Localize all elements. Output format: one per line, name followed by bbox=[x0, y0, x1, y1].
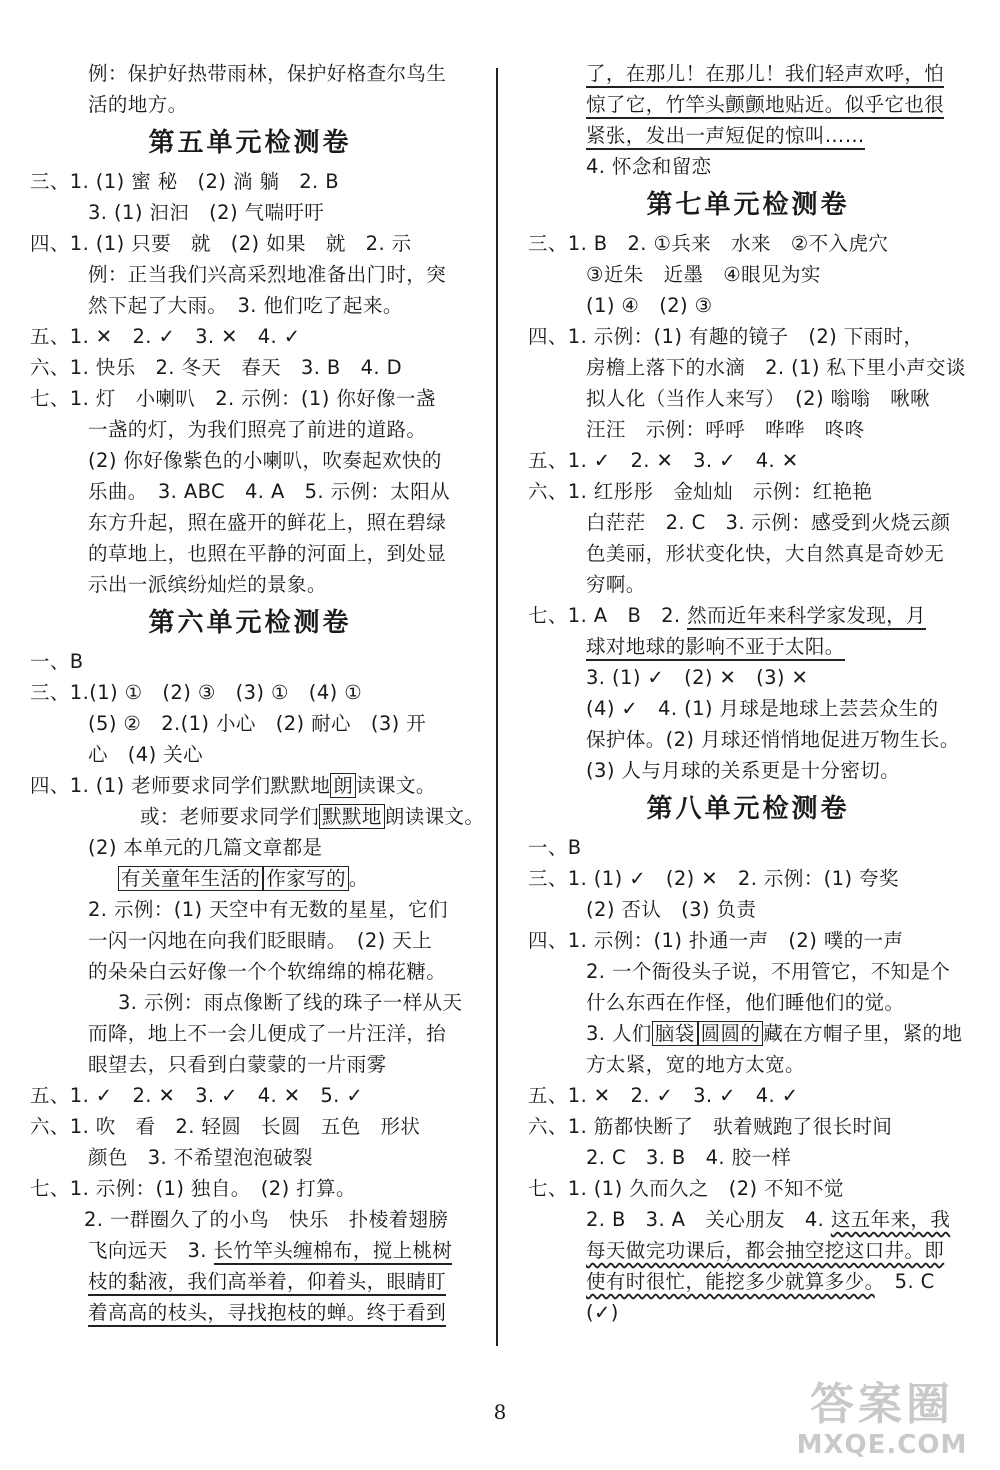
answer-line: 三、1. (1) ✓ (2) ✕ 2. 示例：(1) 夸奖 bbox=[528, 867, 899, 890]
underlined-text: 惊了它，竹竿头颤颤地贴近。似乎它也很 bbox=[586, 93, 944, 119]
answer-line: 一闪一闪地在向我们眨眼睛。 (2) 天上 bbox=[88, 929, 433, 952]
answer-line: 六、1. 筋都快断了 驮着贼跑了很长时间 bbox=[528, 1115, 893, 1138]
unit8-title: 第八单元检测卷 bbox=[646, 794, 850, 824]
watermark-logo bbox=[782, 1380, 982, 1460]
answer-line: 4. 怀念和留恋 bbox=[586, 155, 712, 178]
answer-line: 四、1. 示例：(1) 有趣的镜子 (2) 下雨时， bbox=[528, 325, 924, 348]
answer-line: 四、1. 示例：(1) 扑通一声 (2) 噗的一声 bbox=[528, 929, 904, 952]
underlined-text: 紧张，发出一声短促的惊叫…… bbox=[586, 124, 865, 150]
underlined-text: 然而近年来科学家发现，月 bbox=[687, 604, 926, 630]
answer-line: (4) ✓ 4. (1) 月球是地球上芸芸众生的 bbox=[586, 697, 939, 720]
watermark-main: 答案圈 bbox=[810, 1379, 954, 1430]
answer-line: 拟人化（当作人来写） (2) 嗡嗡 啾啾 bbox=[586, 387, 931, 410]
answer-line bbox=[528, 1235, 968, 1266]
answer-line: 例：正当我们兴高采烈地准备出门时，突 bbox=[88, 263, 447, 286]
text-span: 2. B 3. A 关心朋友 4. bbox=[586, 1208, 831, 1231]
answer-line: 的朵朵白云好像一个个软绵绵的棉花糖。 bbox=[88, 960, 447, 983]
answer-line: 七、1. 灯 小喇叭 2. 示例：(1) 你好像一盏 bbox=[30, 387, 436, 410]
text-span: 藏在方帽子里，紧的地 bbox=[763, 1022, 963, 1045]
answer-line: 汪汪 示例：呼呼 哗哗 咚咚 bbox=[586, 418, 865, 441]
answer-line bbox=[30, 863, 470, 894]
answer-line: 白茫茫 2. C 3. 示例：感受到火烧云颜 bbox=[586, 511, 951, 534]
boxed-word: 圆圆的 bbox=[698, 1021, 764, 1046]
answer-line bbox=[528, 600, 968, 631]
answer-line: 2. C 3. B 4. 胶一样 bbox=[586, 1146, 792, 1169]
wavy-underlined-text: 每天做完功课后，都会抽空挖这口井。即 bbox=[586, 1239, 945, 1262]
unit7-title: 第七单元检测卷 bbox=[646, 190, 850, 220]
underlined-text: 枝的黏液，我们高举着，仰着头，眼睛盯 bbox=[88, 1270, 446, 1296]
watermark-sub: MXQE.COM bbox=[796, 1430, 968, 1460]
answer-line: 心 (4) 关心 bbox=[88, 743, 204, 766]
text-span: 飞向远天 3. bbox=[88, 1239, 214, 1262]
answer-line: 东方升起，照在盛开的鲜花上，照在碧绿 bbox=[88, 511, 447, 534]
text-line: 例：保护好热带雨林，保护好格查尔鸟生 bbox=[88, 62, 447, 85]
answer-line: 七、1. (1) 久而久之 (2) 不知不觉 bbox=[528, 1177, 844, 1200]
boxed-word: 作家写的 bbox=[263, 866, 349, 891]
answer-line: 2. 一个衙役头子说，不用管它，不知是个 bbox=[586, 960, 951, 983]
boxed-word: 脑袋 bbox=[652, 1021, 698, 1046]
wavy-underlined-text: 这五年来，我 bbox=[830, 1208, 951, 1231]
answer-line: 而降，地上不一会儿便成了一片汪洋，抬 bbox=[88, 1022, 447, 1045]
answer-line: 一盏的灯，为我们照亮了前进的道路。 bbox=[88, 418, 427, 441]
text-span: 或：老师要求同学们 bbox=[140, 805, 320, 828]
answer-line: (1) ④ (2) ③ bbox=[586, 294, 713, 317]
answer-line: (2) 否认 (3) 负责 bbox=[586, 898, 757, 921]
left-column bbox=[30, 58, 485, 1328]
answer-line bbox=[528, 631, 968, 662]
answer-line: 保护体。(2) 月球还悄悄地促进万物生长。 bbox=[586, 728, 960, 751]
answer-line: (2) 你好像紫色的小喇叭，吹奏起欢快的 bbox=[88, 449, 442, 472]
answer-line bbox=[528, 1266, 968, 1297]
answer-line: ③近朱 近墨 ④眼见为实 bbox=[586, 263, 821, 286]
boxed-word: 有关童年生活的 bbox=[118, 866, 263, 891]
answer-line bbox=[30, 770, 470, 801]
boxed-word: 朗 bbox=[330, 773, 356, 798]
answer-line: 3. (1) ✓ (2) ✕ (3) ✕ bbox=[586, 666, 809, 689]
text-span: 四、1. (1) 老师要求同学们默默地 bbox=[30, 774, 331, 797]
text-span: 朗读课文。 bbox=[384, 805, 485, 828]
answer-line: 一、B bbox=[30, 650, 84, 673]
answer-line: 六、1. 吹 看 2. 轻圆 长圆 五色 形状 bbox=[30, 1115, 421, 1138]
answer-line: 穷啊。 bbox=[586, 573, 646, 596]
answer-line bbox=[30, 1266, 470, 1297]
underlined-text: 着高高的枝头，寻找抱枝的蝉。终于看到 bbox=[88, 1301, 446, 1327]
answer-line: 五、1. ✓ 2. ✕ 3. ✓ 4. ✕ bbox=[528, 449, 799, 472]
answer-line: 五、1. ✓ 2. ✕ 3. ✓ 4. ✕ 5. ✓ bbox=[30, 1084, 364, 1107]
answer-line: 什么东西在作怪，他们睡他们的觉。 bbox=[586, 991, 905, 1014]
answer-line: 示出一派缤纷灿烂的景象。 bbox=[88, 573, 327, 596]
unit6-title: 第六单元检测卷 bbox=[148, 608, 352, 638]
unit5-title: 第五单元检测卷 bbox=[148, 128, 352, 158]
underlined-text: 长竹竿头缠棉布，搅上桃树 bbox=[214, 1239, 453, 1265]
answer-line: 三、1. B 2. ①兵来 水来 ②不入虎穴 bbox=[528, 232, 889, 255]
answer-line: 四、1. (1) 只要 就 (2) 如果 就 2. 示 bbox=[30, 232, 412, 255]
answer-line: 的草地上，也照在平静的河面上，到处显 bbox=[88, 542, 447, 565]
answer-line: 五、1. ✕ 2. ✓ 3. ✕ 4. ✓ bbox=[30, 325, 301, 348]
underlined-text: 了，在那儿！在那儿！我们轻声欢呼，怕 bbox=[586, 62, 944, 88]
answer-line: 一、B bbox=[528, 836, 582, 859]
text-span: 读课文。 bbox=[356, 774, 436, 797]
answer-line: 2. 一群圈久了的小鸟 快乐 扑棱着翅膀 bbox=[84, 1208, 449, 1231]
answer-line bbox=[30, 1235, 470, 1266]
answer-line: (2) 本单元的几篇文章都是 bbox=[88, 836, 323, 859]
answer-line: 六、1. 快乐 2. 冬天 春天 3. B 4. D bbox=[30, 356, 403, 379]
text-span: 。 bbox=[348, 867, 369, 890]
answer-line bbox=[528, 1018, 968, 1049]
boxed-word: 默默地 bbox=[319, 804, 385, 829]
page-number: 8 bbox=[493, 1400, 507, 1424]
text-span: 七、1. A B 2. bbox=[528, 604, 688, 627]
answer-line: 眼望去，只看到白蒙蒙的一片雨雾 bbox=[88, 1053, 387, 1076]
answer-line: 六、1. 红彤彤 金灿灿 示例：红艳艳 bbox=[528, 480, 873, 503]
text-span: 3. 人们 bbox=[586, 1022, 652, 1045]
answer-line: (✓) bbox=[586, 1301, 619, 1324]
answer-line: 三、1.(1) ① (2) ③ (3) ① (4) ① bbox=[30, 681, 363, 704]
answer-line: 乐曲。 3. ABC 4. A 5. 示例：太阳从 bbox=[88, 480, 450, 503]
answer-line: 方太紧，宽的地方太宽。 bbox=[586, 1053, 805, 1076]
answer-line: 房檐上落下的水滴 2. (1) 私下里小声交谈 bbox=[586, 356, 966, 379]
answer-line: (3) 人与月球的关系更是十分密切。 bbox=[586, 759, 901, 782]
answer-line bbox=[528, 120, 968, 151]
answer-line: 色美丽，形状变化快，大自然真是奇妙无 bbox=[586, 542, 945, 565]
answer-line: (5) ② 2.(1) 小心 (2) 耐心 (3) 开 bbox=[88, 712, 427, 735]
answer-line: 3. (1) 汩汩 (2) 气喘吁吁 bbox=[88, 201, 325, 224]
wavy-underlined-text: 使有时很忙，能挖多少就算多少。 bbox=[586, 1270, 875, 1293]
underlined-text: 球对地球的影响不亚于太阳。 bbox=[586, 635, 845, 661]
answer-line bbox=[30, 1297, 470, 1328]
answer-line bbox=[528, 1204, 968, 1235]
right-column bbox=[528, 58, 968, 1328]
answer-line bbox=[30, 801, 485, 832]
answer-line: 2. 示例：(1) 天空中有无数的星星，它们 bbox=[88, 898, 448, 921]
answer-line bbox=[528, 89, 968, 120]
answer-line: 七、1. 示例：(1) 独自。 (2) 打算。 bbox=[30, 1177, 356, 1200]
answer-line: 然下起了大雨。 3. 他们吃了起来。 bbox=[88, 294, 403, 317]
column-divider bbox=[496, 68, 498, 1346]
text-span: 5. C bbox=[874, 1270, 935, 1293]
answer-line: 颜色 3. 不希望泡泡破裂 bbox=[88, 1146, 314, 1169]
answer-line bbox=[528, 58, 968, 89]
answer-line: 五、1. ✕ 2. ✓ 3. ✓ 4. ✓ bbox=[528, 1084, 799, 1107]
answer-line: 三、1. (1) 蜜 秘 (2) 淌 躺 2. B bbox=[30, 170, 340, 193]
text-line: 活的地方。 bbox=[88, 93, 188, 116]
answer-line: 3. 示例：雨点像断了线的珠子一样从天 bbox=[118, 991, 463, 1014]
